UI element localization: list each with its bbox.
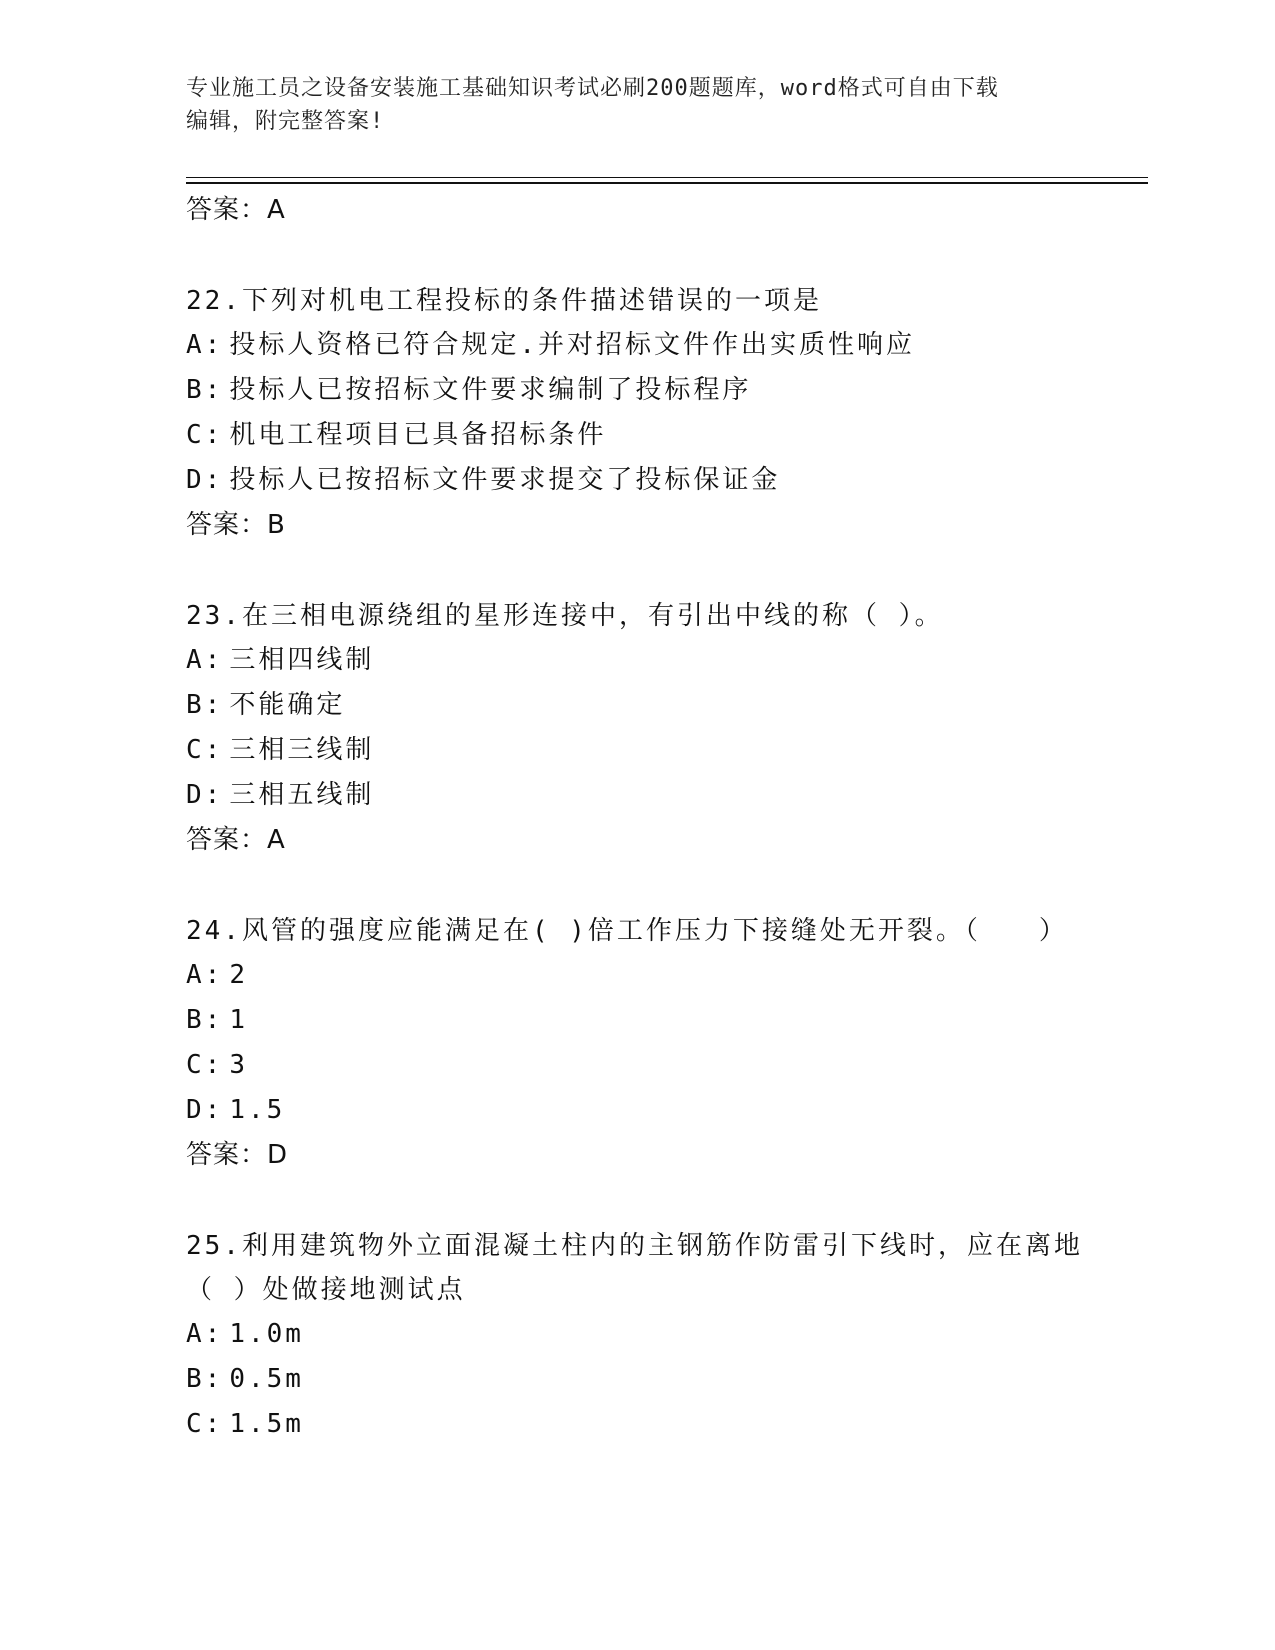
option-text: 机电工程项目已具备招标条件 bbox=[229, 420, 607, 450]
option-b bbox=[186, 683, 1086, 728]
option-d bbox=[186, 773, 1086, 818]
option-letter: C: bbox=[186, 1050, 224, 1080]
question-stem: 24.风管的强度应能满足在( )倍工作压力下接缝处无开裂。（ ） bbox=[186, 916, 1068, 946]
option-c bbox=[186, 1043, 1086, 1088]
option-letter: A: bbox=[186, 960, 224, 990]
option-text: 2 bbox=[229, 960, 248, 990]
option-a bbox=[186, 323, 1086, 368]
option-c bbox=[186, 728, 1086, 773]
answer-line: 答案：A bbox=[186, 825, 286, 855]
header-line-1: 专业施工员之设备安装施工基础知识考试必刷200题题库，word格式可自由下载 bbox=[186, 76, 999, 101]
option-text: 投标人资格已符合规定.并对招标文件作出实质性响应 bbox=[229, 330, 915, 360]
header-divider-thin bbox=[186, 177, 1148, 178]
question-stem: 23.在三相电源绕组的星形连接中，有引出中线的称（ ）。 bbox=[186, 601, 944, 631]
question-stem: 22.下列对机电工程投标的条件描述错误的一项是 bbox=[186, 286, 822, 316]
question-list bbox=[186, 188, 1086, 1447]
option-letter: C: bbox=[186, 735, 224, 765]
question-stem: 25.利用建筑物外立面混凝土柱内的主钢筋作防雷引下线时，应在离地（ ）处做接地测试点 bbox=[186, 1231, 1083, 1305]
option-letter: A: bbox=[186, 330, 224, 360]
option-letter: A: bbox=[186, 645, 224, 675]
option-letter: A: bbox=[186, 1319, 224, 1349]
option-text: 1 bbox=[229, 1005, 248, 1035]
option-c bbox=[186, 1402, 1086, 1447]
option-letter: B: bbox=[186, 375, 224, 405]
option-b bbox=[186, 368, 1086, 413]
question-23 bbox=[186, 594, 1086, 863]
question-24 bbox=[186, 909, 1086, 1178]
option-text: 投标人已按招标文件要求提交了投标保证金 bbox=[229, 465, 781, 495]
option-text: 1.5m bbox=[229, 1409, 304, 1439]
question-25 bbox=[186, 1224, 1086, 1447]
option-letter: C: bbox=[186, 1409, 224, 1439]
answer-line: 答案：A bbox=[186, 195, 286, 225]
question-22 bbox=[186, 279, 1086, 548]
option-text: 3 bbox=[229, 1050, 248, 1080]
option-letter: B: bbox=[186, 690, 224, 720]
option-text: 1.0m bbox=[229, 1319, 304, 1349]
option-text: 1.5 bbox=[229, 1095, 286, 1125]
option-a bbox=[186, 953, 1086, 998]
header-divider-thick bbox=[186, 182, 1148, 184]
option-b bbox=[186, 1357, 1086, 1402]
header-line-2: 编辑，附完整答案! bbox=[186, 109, 385, 134]
option-text: 三相三线制 bbox=[229, 735, 375, 765]
option-text: 投标人已按招标文件要求编制了投标程序 bbox=[229, 375, 752, 405]
option-letter: D: bbox=[186, 780, 224, 810]
option-d bbox=[186, 458, 1086, 503]
option-letter: D: bbox=[186, 465, 224, 495]
option-text: 不能确定 bbox=[229, 690, 346, 720]
option-text: 三相四线制 bbox=[229, 645, 375, 675]
option-letter: C: bbox=[186, 420, 224, 450]
option-a bbox=[186, 1312, 1086, 1357]
answer-line: 答案：B bbox=[186, 510, 286, 540]
option-text: 0.5m bbox=[229, 1364, 304, 1394]
option-letter: D: bbox=[186, 1095, 224, 1125]
option-a bbox=[186, 638, 1086, 683]
option-b bbox=[186, 998, 1086, 1043]
option-c bbox=[186, 413, 1086, 458]
document-header bbox=[186, 72, 1066, 138]
option-letter: B: bbox=[186, 1005, 224, 1035]
answer-line: 答案：D bbox=[186, 1140, 289, 1170]
option-letter: B: bbox=[186, 1364, 224, 1394]
option-d bbox=[186, 1088, 1086, 1133]
option-text: 三相五线制 bbox=[229, 780, 375, 810]
